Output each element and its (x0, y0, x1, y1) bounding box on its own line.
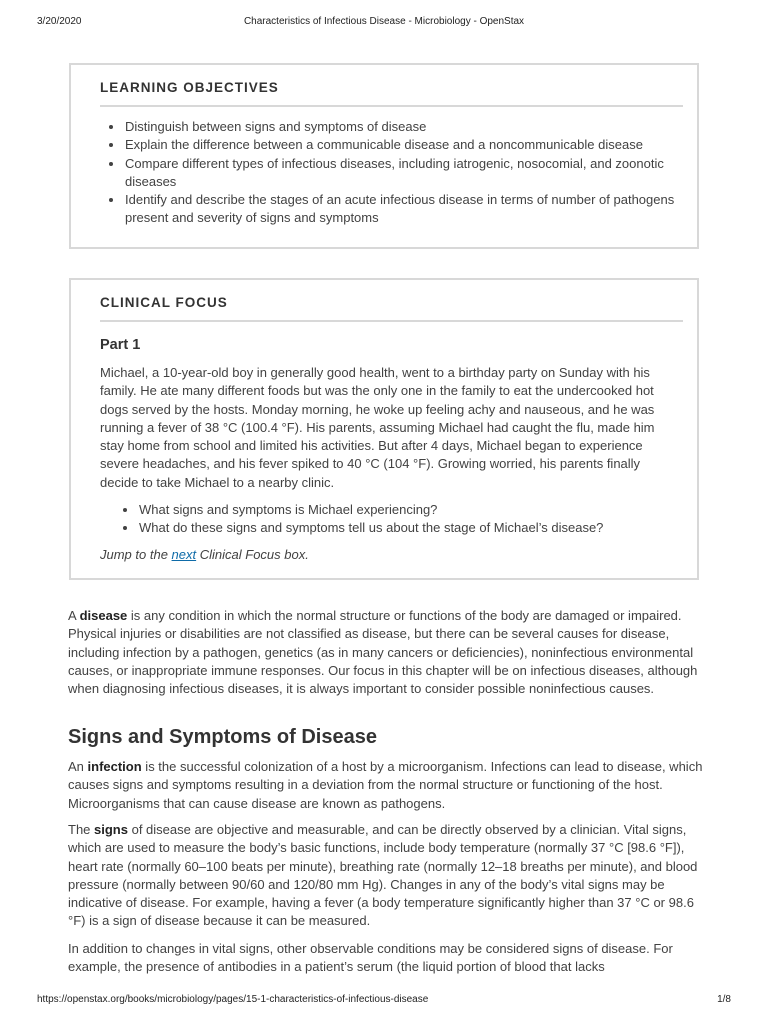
print-date: 3/20/2020 (37, 16, 82, 27)
clinical-focus-jump: Jump to the next Clinical Focus box. (100, 547, 309, 562)
list-item: What signs and symptoms is Michael experiencing? (139, 501, 669, 519)
next-clinical-focus-link[interactable]: next (171, 547, 197, 562)
list-item: What do these signs and symptoms tell us about the stage of Michael’s disease? (139, 519, 669, 537)
section-heading: Signs and Symptoms of Disease (68, 726, 377, 748)
print-url: https://openstax.org/books/microbiology/pages/15-1-characteristics-of-infectious-disease (37, 994, 429, 1005)
term-infection: infection (87, 759, 142, 774)
page-number: 1/8 (717, 994, 731, 1005)
observable-conditions-paragraph: In addition to changes in vital signs, other observable conditions may be considered signs of disease. For example, the presence of antibodies in a patient’s serum (the liquid portion of blood that lacks (68, 941, 673, 975)
term-signs: signs (94, 822, 128, 837)
print-header (0, 16, 768, 30)
clinical-focus-heading: CLINICAL FOCUS (100, 280, 683, 322)
print-footer (0, 994, 768, 1008)
list-item: Distinguish between signs and symptoms of disease (125, 118, 685, 136)
disease-definition-paragraph: A disease is any condition in which the normal structure or functions of the body are damaged or impaired. Physical injuries or disabilities are not classified as disease, but there can be several causes for disease, including infection by a pathogen, genetics (as in many cancers or deficiencies), noninfectious environmental causes, or inappropriate immune responses. Our focus in this chapter will be on infectious diseases, although when diagnosing infectious diseases, it is always important to consider possible noninfectious causes. (68, 608, 698, 697)
clinical-focus-box (69, 278, 699, 580)
clinical-focus-paragraph: Michael, a 10-year-old boy in generally good health, went to a birthday party on Sunday with his family. He ate many different foods but was the only one in the family to eat the undercooked hot dogs served by the hosts. Monday morning, he woke up feeling achy and nauseous, and he was running a fever of 38 °C (100.4 °F). His parents, assuming Michael had caught the flu, made him stay home from school and limited his activities. But after 4 days, Michael began to experience severe headaches, and his fever spiked to 40 °C (104 °F). Growing worried, his parents finally decide to take Michael to a nearby clinic. (100, 365, 655, 490)
print-page-title: Characteristics of Infectious Disease - Microbiology - OpenStax (243, 16, 525, 27)
learning-objectives-list (125, 118, 685, 228)
signs-paragraph: The signs of disease are objective and measurable, and can be directly observed by a clinician. Vital signs, which are used to measure the body’s basic functions, include body temperature (normally 37 °C [98.6 °F]), heart rate (normally 60–100 beats per minute), breathing rate (normally 12–18 breaths per minute), and blood pressure (normally between 90/60 and 120/80 mm Hg). Changes in any of the body’s vital signs may be indicative of disease. For example, having a fever (a body temperature significantly higher than 37 °C or 98.6 °F) is a sign of disease because it can be measured. (68, 822, 698, 929)
list-item: Explain the difference between a communicable disease and a noncommunicable disease (125, 136, 685, 154)
clinical-focus-questions (139, 501, 669, 538)
clinical-focus-part-title: Part 1 (100, 337, 141, 353)
term-disease: disease (79, 608, 128, 623)
learning-objectives-box (69, 63, 699, 249)
infection-paragraph: An infection is the successful colonization of a host by a microorganism. Infections can lead to disease, which causes signs and symptoms resulting in a deviation from the normal structure or functioning of the host. Microorganisms that can cause disease are known as pathogens. (68, 759, 703, 811)
list-item: Identify and describe the stages of an acute infectious disease in terms of number of pathogens present and severity of signs and symptoms (125, 191, 685, 228)
learning-objectives-heading: LEARNING OBJECTIVES (100, 65, 683, 107)
list-item: Compare different types of infectious diseases, including iatrogenic, nosocomial, and zoonotic diseases (125, 155, 685, 192)
